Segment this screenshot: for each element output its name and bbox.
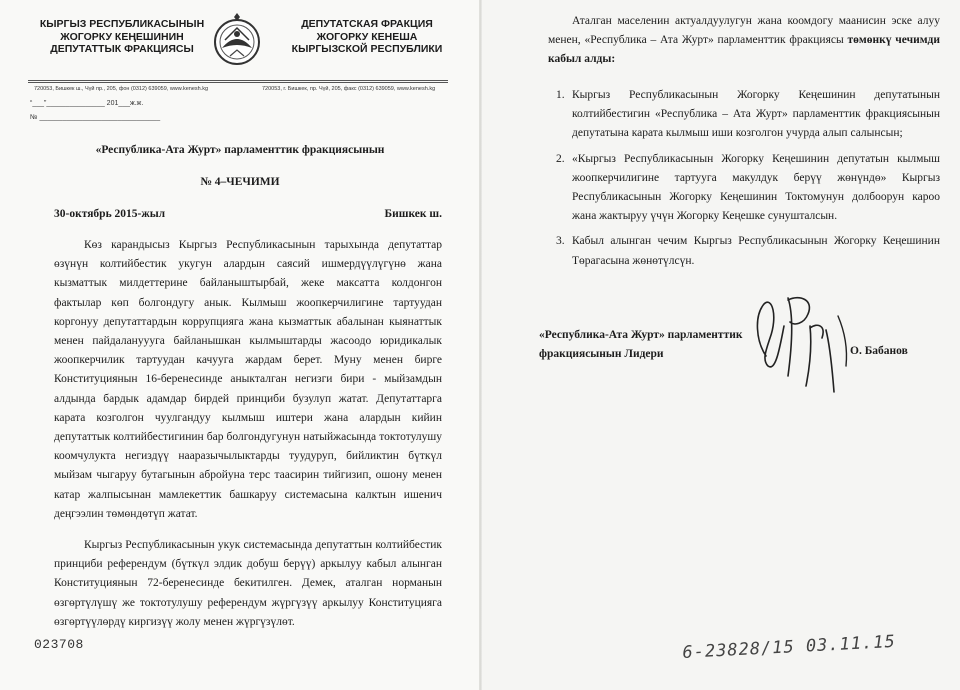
letterhead-kyrgyz — [32, 18, 212, 56]
signatory-name: О. Бабанов — [850, 345, 908, 357]
page-fold — [479, 0, 482, 690]
letterhead-line: ЖОГОРКУ КЕҢЕШИНИН — [60, 30, 184, 43]
intro-bold-text: төмөнкү чечимди кабыл алды: — [548, 34, 940, 66]
letterhead-line: ДЕПУТАТСКАЯ ФРАКЦИЯ — [301, 18, 433, 30]
document-heading: «Республика-Ата Журт» парламенттик фракциясынын — [95, 144, 385, 156]
signatory-org-line-1: «Республика-Ата Журт» парламенттик — [539, 329, 743, 341]
handwritten-registration: 6-23828/15 03.11.15 — [682, 631, 897, 663]
address-right: 720053, г. Бишкек, пр. Чүй, 205, факс (0312) 639059, www.kenesh.kg — [262, 86, 436, 92]
date-place-row — [54, 208, 442, 220]
intro-text: Аталган маселенин актуалдуулугун жана коомдогу маанисин эске алуу менен, «Республика – Ата Журт» парламенттик фракциясы — [548, 15, 940, 47]
number-line: № _______________________________ — [30, 114, 161, 121]
letterhead-line: КЫРГЫЗСКОЙ РЕСПУБЛИКИ — [291, 43, 443, 55]
address-left: 720053, Бишкек ш., Чүй пр., 205, фон (0312) 639059, www.kenesh.kg — [34, 86, 209, 92]
body-paragraph-1: Көз карандысыз Кыргыз Республикасынын тарыхында депутаттар өзүнүн колтийбестик укугун алардын саясий ишмердүүлүгүнө жана кызматтык милдеттерине байланыштырбай, жеке максатта колдонгон фактылар көп болгондугу анык. Кылмыш жоопкерчилигине тартуудан коргонуу депутаттардын коррупцияга жана кызматтык абалынан кыянаттык менен пайдалануууга байланышкан кылмыштарды жасоодо юридикалык жоопкерчилик тартуудан качууга жардам берет. Муну менен бирге Конституциянын 16-беренесинде аныкталган негизги бири - мыйзамдын алдында бардык адамдар бирдей принциби бузулуп жатат. Депутаттарга карата козголгон чуулгандуу кылмыш иштери жана алардын кийин депутаттык колтийбестигинин бар болгондугунун натыйжасында токтотулушу коомчулукта негиздүү нааразычылыктарды туудуруп, бийликтин бүткүл мыйзам чыгаруу бутагынын абройуна терс таасирин тийгизип, ошону менен катар жалпысынан мамлекеттик башкаруу системасына калктын ишенич деңгээлин төмөндөтүп жатат. — [54, 239, 442, 520]
list-item-number: 2. — [556, 152, 565, 165]
letterhead-russian — [262, 18, 472, 56]
list-item — [548, 150, 940, 227]
decision-intro — [548, 12, 940, 70]
list-item-text: «Кыргыз Республикасынын Жогорку Кеңешинин депутатын кылмыш жоопкерчилигине тартууга макулдук берүү жөнүндө» Кыргыз Республикасынын Жогорку Кеңешинин Токтомунун долбоорун карoo жана жактыруу үчүн Жогорку Кеңешке сунуштaлсын. — [572, 152, 940, 223]
list-item-number: 1. — [556, 89, 565, 101]
list-item-text: Кабыл алынган чечим Кыргыз Республикасынын Жогорку Кеңешинин Төрагасына жөнөтүлсүн. — [572, 235, 940, 267]
decision-list — [548, 86, 940, 277]
letterhead-rule-thin — [28, 82, 448, 83]
document-place: Бишкек ш. — [384, 208, 442, 220]
letterhead-line: КЫРГЫЗ РЕСПУБЛИКАСЫНЫН — [39, 18, 205, 30]
registration-number: 023708 — [34, 637, 84, 652]
signatory-org-line-2: фракциясынын Лидери — [539, 348, 664, 360]
list-item-number: 3. — [556, 235, 565, 248]
list-item — [548, 232, 940, 270]
state-emblem-icon — [212, 12, 262, 70]
body-paragraph-2: Кыргыз Республикасынын укук системасында депутаттын колтийбестик принциби референдум (бүткүл элдик добуш берүү) аркылуу кабыл алынган Конституциянын 72-беренесинде бекитилген. Демек, аталган норманын өзгөртүлүшү же токтотулушу референдум жүргүзүү аркылуу Конституцияга өзгөртүүлөрдү киргизүү жолу менен жүргүзүлөт. — [54, 539, 442, 628]
handwritten-signature — [748, 286, 868, 396]
letterhead-line: ЖОГОРКУ КЕНЕША — [316, 30, 418, 43]
decision-number: № 4–ЧЕЧИМИ — [200, 176, 280, 188]
letterhead-line: ДЕПУТАТТЫК ФРАКЦИЯСЫ — [50, 43, 194, 55]
date-line: “___”_______________ 201___ж.ж. — [30, 100, 144, 107]
list-item-text: Кыргыз Республикасынын Жогорку Кеңешинин депутатынын колтийбестигин «Республика – Ата Журт» парламенттик фракциясынын депутатына карата кылмыш иши козголгон учурда алып салынсын; — [572, 89, 940, 140]
list-item — [548, 86, 940, 144]
letterhead-rule — [28, 80, 448, 81]
document-date: 30-октябрь 2015-жыл — [54, 208, 166, 220]
